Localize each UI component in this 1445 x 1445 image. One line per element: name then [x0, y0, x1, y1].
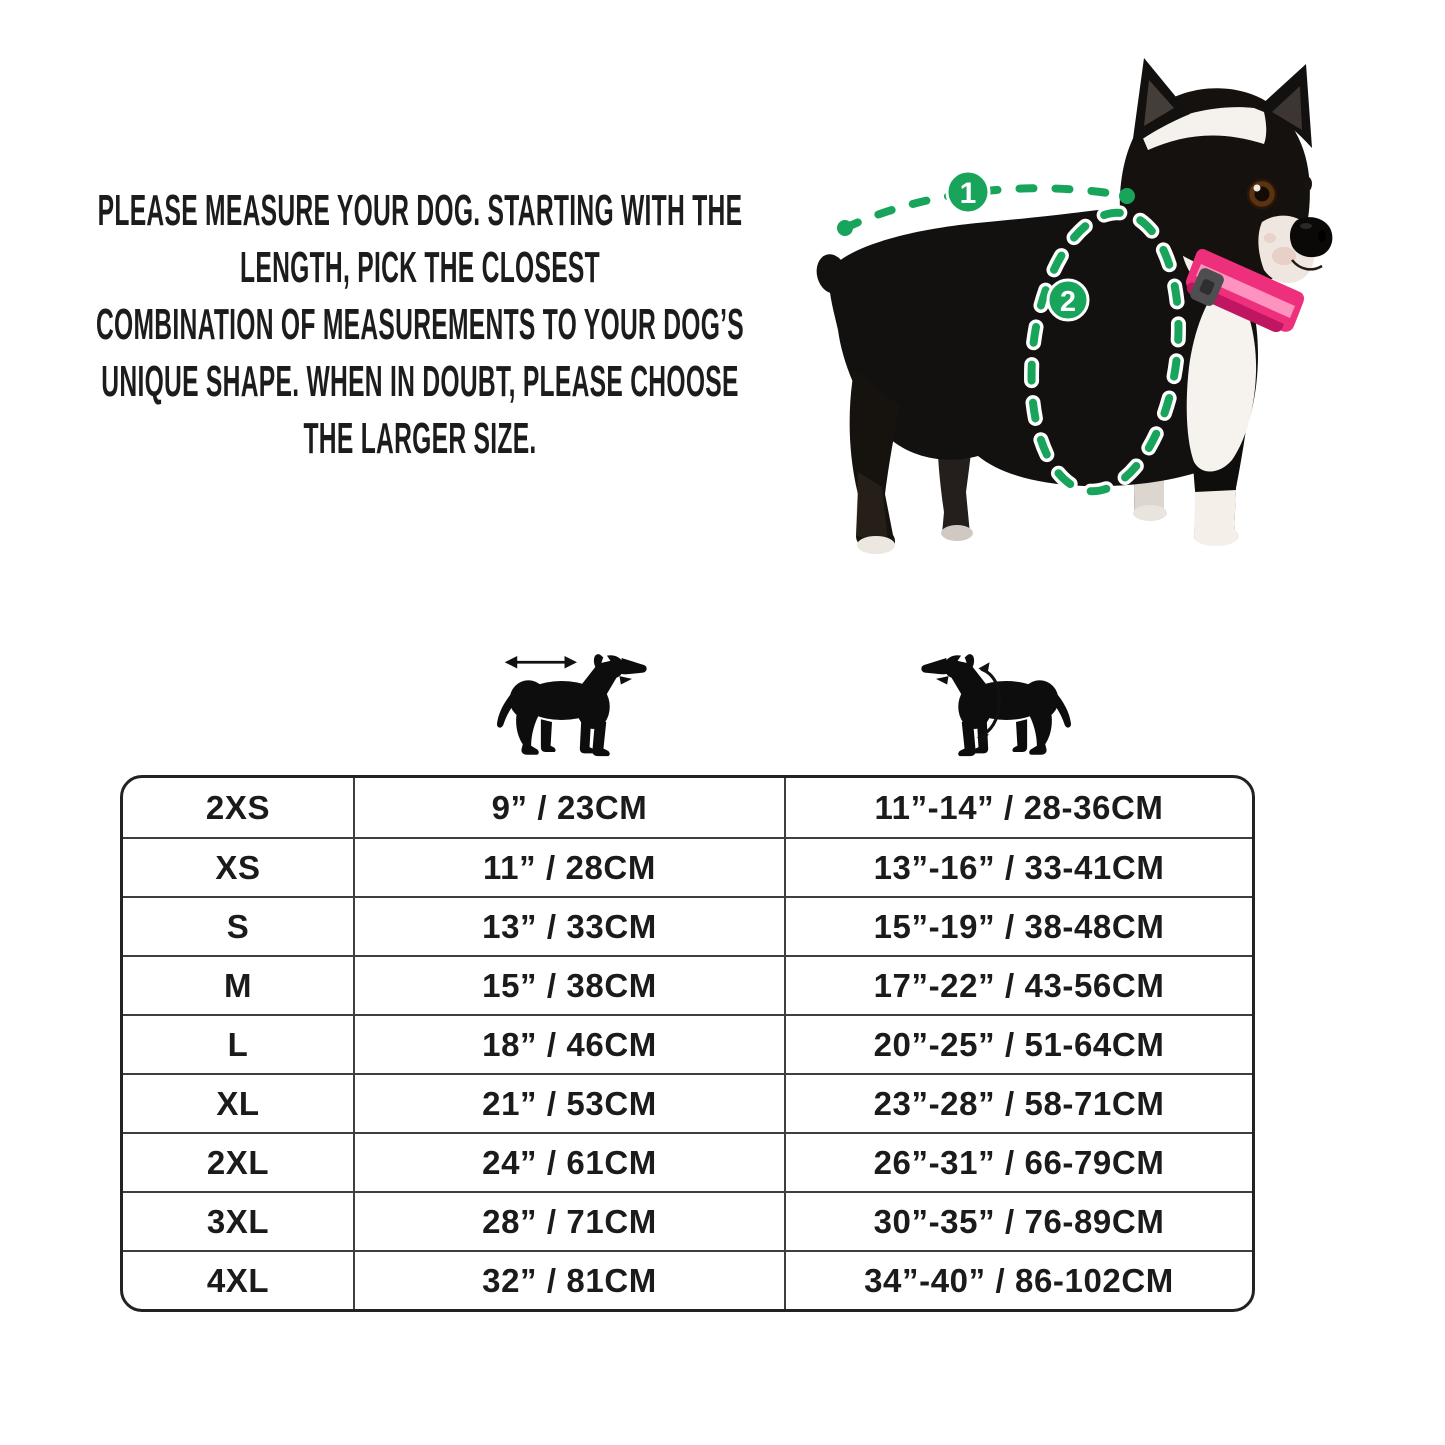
- size-cell: 3XL: [123, 1191, 353, 1250]
- girth-cell: 20”-25” / 51-64CM: [784, 1014, 1252, 1073]
- instruction-line: LENGTH, PICK THE CLOSEST: [240, 243, 600, 292]
- girth-column-icon: [920, 626, 1080, 768]
- svg-text:2: 2: [1059, 286, 1077, 318]
- instruction-line: THE LARGER SIZE.: [303, 414, 537, 463]
- dog-measurement-photo: [792, 42, 1352, 572]
- boston-terrier-illustration: [792, 42, 1352, 572]
- length-badge: [947, 171, 989, 213]
- girth-cell: 15”-19” / 38-48CM: [784, 896, 1252, 955]
- girth-cell: 26”-31” / 66-79CM: [784, 1132, 1252, 1191]
- girth-badge: [1048, 280, 1088, 320]
- length-column-icon: [488, 626, 648, 768]
- length-arrow-icon: [505, 656, 577, 669]
- instruction-line: PLEASE MEASURE YOUR DOG. STARTING WITH THE: [97, 186, 743, 235]
- girth-cell: 11”-14” / 28-36CM: [784, 778, 1252, 837]
- length-cell: 13” / 33CM: [353, 896, 784, 955]
- length-cell: 24” / 61CM: [353, 1132, 784, 1191]
- length-cell: 15” / 38CM: [353, 955, 784, 1014]
- size-cell: S: [123, 896, 353, 955]
- length-cell: 32” / 81CM: [353, 1250, 784, 1309]
- size-cell: 2XS: [205, 788, 271, 826]
- measuring-instructions: [84, 182, 756, 467]
- size-cell: XL: [123, 1073, 353, 1132]
- length-cell: 28” / 71CM: [353, 1191, 784, 1250]
- instruction-line: UNIQUE SHAPE. WHEN IN DOUBT, PLEASE CHOOSE: [101, 357, 739, 406]
- girth-cell: 23”-28” / 58-71CM: [784, 1073, 1252, 1132]
- size-cell: M: [123, 955, 353, 1014]
- girth-cell: 17”-22” / 43-56CM: [784, 955, 1252, 1014]
- length-cell: 21” / 53CM: [353, 1073, 784, 1132]
- size-table: [120, 775, 1255, 1312]
- length-cell: 18” / 46CM: [353, 1014, 784, 1073]
- size-cell: 4XL: [123, 1250, 353, 1309]
- length-cell: 9” / 23CM: [353, 778, 784, 837]
- size-cell: L: [123, 1014, 353, 1073]
- girth-cell: 13”-16” / 33-41CM: [784, 837, 1252, 896]
- instruction-line: COMBINATION OF MEASUREMENTS TO YOUR DOG’S: [95, 300, 745, 349]
- dog-silhouette-mirrored: [921, 652, 1071, 756]
- size-cell: 2XL: [123, 1132, 353, 1191]
- svg-text:1: 1: [959, 177, 977, 210]
- dog-silhouette: [497, 652, 647, 756]
- size-cell: XS: [123, 837, 353, 896]
- girth-cell: 34”-40” / 86-102CM: [784, 1250, 1252, 1309]
- girth-cell: 30”-35” / 76-89CM: [784, 1191, 1252, 1250]
- length-cell: 11” / 28CM: [353, 837, 784, 896]
